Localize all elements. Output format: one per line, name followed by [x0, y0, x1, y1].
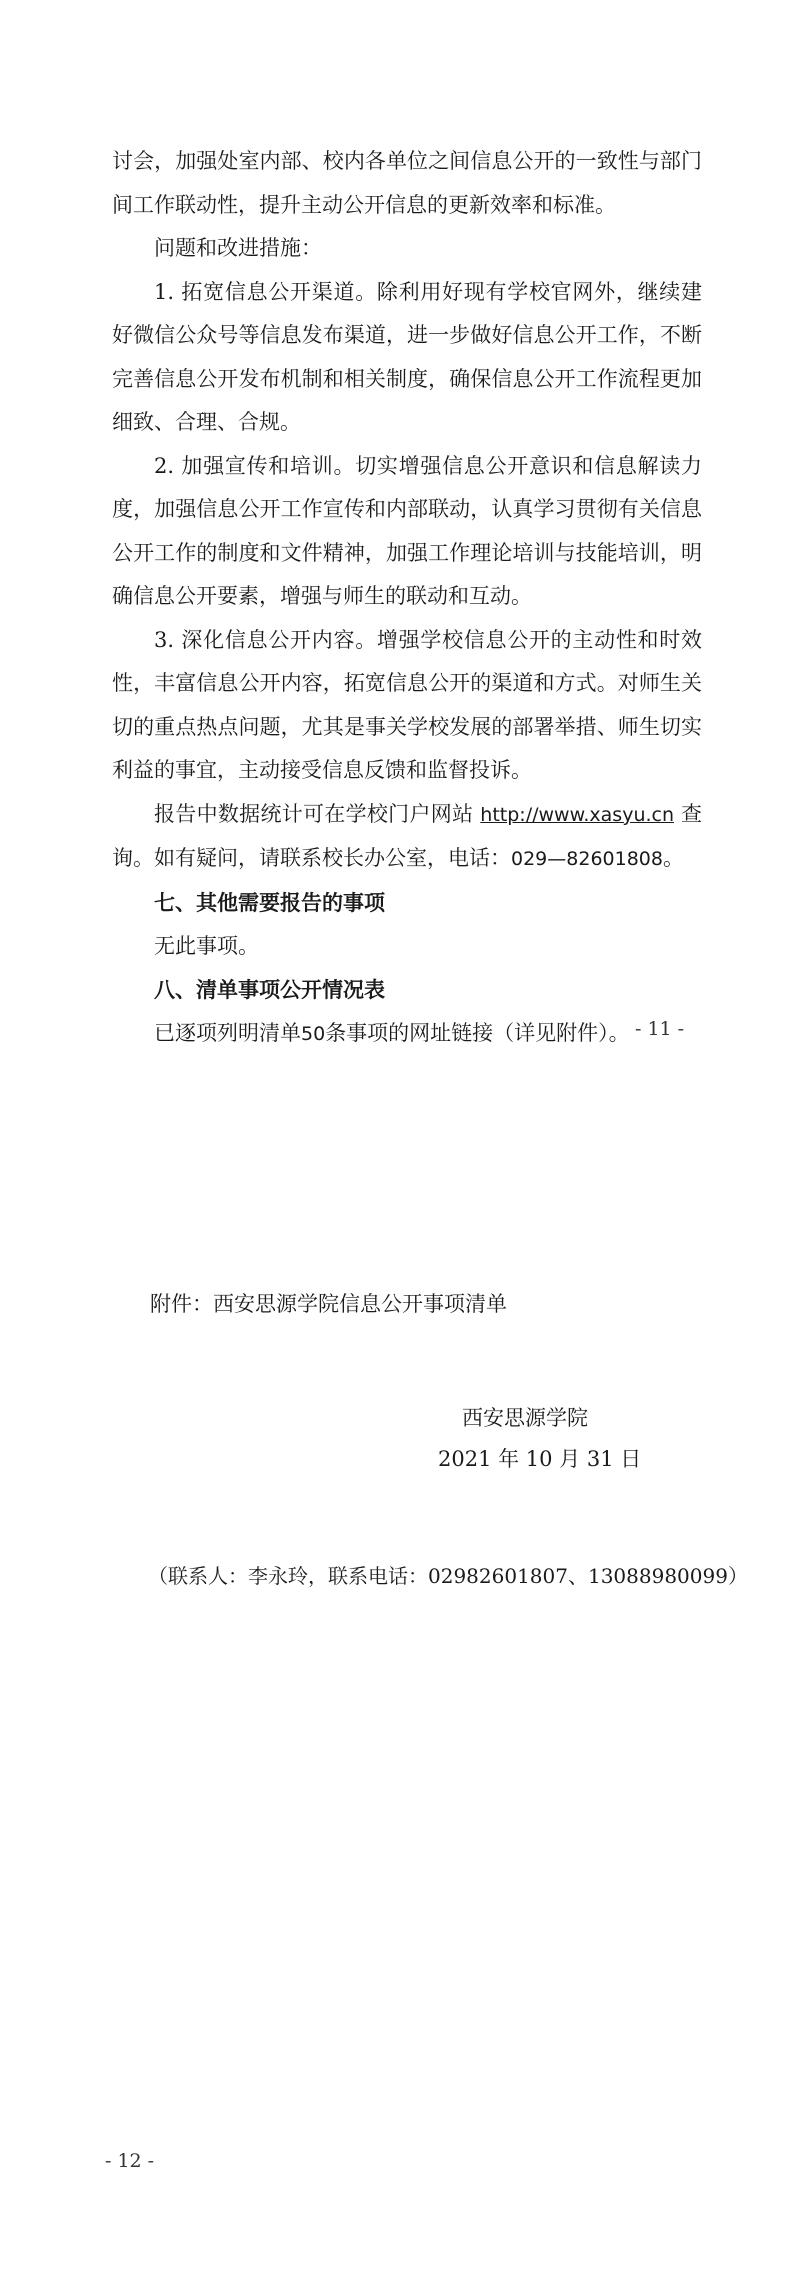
checklist-count: 50 [301, 1023, 326, 1045]
contact-info: （联系人：李永玲，联系电话：02982601807、13088980099） [148, 1564, 748, 1588]
data-query-text-2: 查询。如有疑问，请联系校长办公室，电话： [112, 801, 702, 870]
section-heading-8: 八、清单事项公开情况表 [154, 977, 385, 1002]
paragraph-measure-3: 3. 深化信息公开内容。增强学校信息公开的主动性和时效性，丰富信息公开内容，拓宽信息公开的渠道和方式。对师生关切的重点热点问题，尤其是事关学校发展的部署举措、师生切实利益的事宜，主动接受信息反馈和监督投诉。 [112, 627, 702, 782]
checklist-text: 已逐项列明清单 [154, 1021, 301, 1045]
paragraph-no-items: 无此事项。 [154, 934, 259, 958]
paragraph-measure-2: 2. 加强宣传和培训。切实增强信息公开意识和信息解读力度，加强信息公开工作宣传和内部联动，认真学习贯彻有关信息公开工作的制度和文件精神，加强工作理论培训与技能培训，明确信息公开要素，增强与师生的联动和互动。 [112, 453, 702, 608]
report-body [112, 140, 702, 1057]
school-portal-link[interactable]: http://www.xasyu.cn [480, 803, 675, 826]
paragraph-checklist [112, 1012, 702, 1057]
data-query-end: 。 [662, 846, 684, 870]
page-number-11: - 11 - [635, 1018, 685, 1040]
page-number-12: - 12 - [105, 2150, 155, 2172]
signature-date: 2021 年 10 月 31 日 [438, 1447, 642, 1471]
paragraph-measure-1: 1. 拓宽信息公开渠道。除利用好现有学校官网外，继续建好微信公众号等信息发布渠道，进一步做好信息公开工作，不断完善信息公开发布机制和相关制度，确保信息公开工作流程更加细致、合理、合规。 [112, 279, 702, 434]
paragraph-problems-intro: 问题和改进措施： [154, 236, 322, 260]
page-12 [0, 1148, 800, 2296]
data-query-text: 报告中数据统计可在学校门户网站 [154, 801, 474, 826]
office-phone: 029—82601808 [511, 848, 663, 870]
checklist-text-2: 条事项的网址链接（详见附件）。 [325, 1021, 630, 1045]
paragraph-seminar: 讨会，加强处室内部、校内各单位之间信息公开的一致性与部门间工作联动性，提升主动公开信息的更新效率和标准。 [112, 149, 702, 217]
attachment-line: 附件：西安思源学院信息公开事项清单 [150, 1292, 507, 1316]
paragraph-data-query [112, 793, 702, 882]
signature-organization: 西安思源学院 [462, 1406, 588, 1430]
section-heading-7: 七、其他需要报告的事项 [154, 890, 385, 915]
